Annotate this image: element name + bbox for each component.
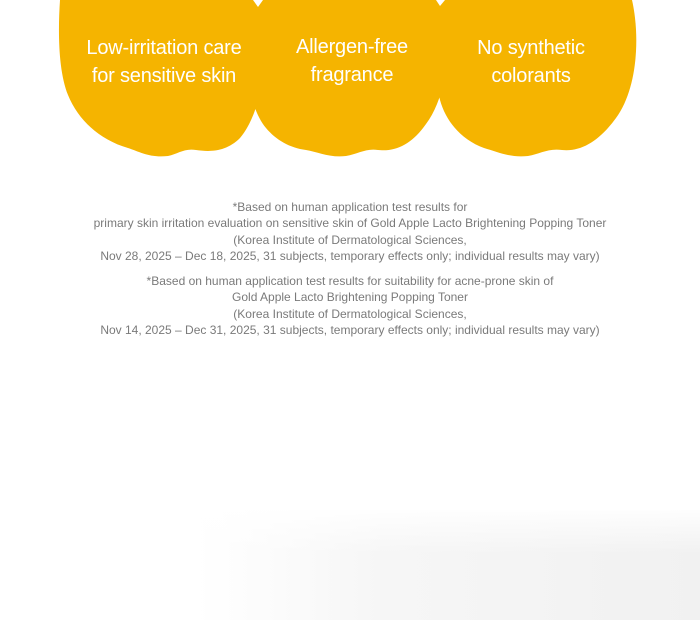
badge-line: No synthetic [477, 37, 585, 59]
badge-line: Low-irritation care [86, 37, 242, 59]
note-line: (Korea Institute of Dermatological Sciences, [233, 306, 467, 321]
disclaimer-notes [0, 199, 700, 347]
note-line: Nov 28, 2025 – Dec 18, 2025, 31 subjects, temporary effects only; individual results may vary) [100, 248, 600, 263]
badge-line: for sensitive skin [91, 65, 237, 87]
badge-no-synthetic-colorants [431, 34, 631, 90]
badge-line: Allergen-free [296, 36, 408, 58]
background-gradient [0, 510, 700, 620]
claim-badges [0, 0, 700, 170]
disclaimer-note-irritation [0, 199, 700, 264]
note-line: *Based on human application test results for [232, 200, 468, 214]
badge-line: colorants [491, 65, 571, 87]
badge-line: fragrance [310, 64, 394, 86]
note-line: Gold Apple Lacto Brightening Popping Toner [232, 290, 468, 305]
note-line: *Based on human application test results for suitability for acne-prone skin of [146, 274, 554, 289]
note-line: (Korea Institute of Dermatological Sciences, [233, 232, 467, 247]
badge-low-irritation [64, 34, 264, 90]
note-line: Nov 14, 2025 – Dec 31, 2025, 31 subjects, temporary effects only; individual results may vary) [100, 323, 600, 338]
badge-allergen-free [252, 33, 452, 89]
note-line: primary skin irritation evaluation on sensitive skin of Gold Apple Lacto Brightening Popping Toner [93, 216, 607, 231]
disclaimer-note-acne [0, 273, 700, 338]
